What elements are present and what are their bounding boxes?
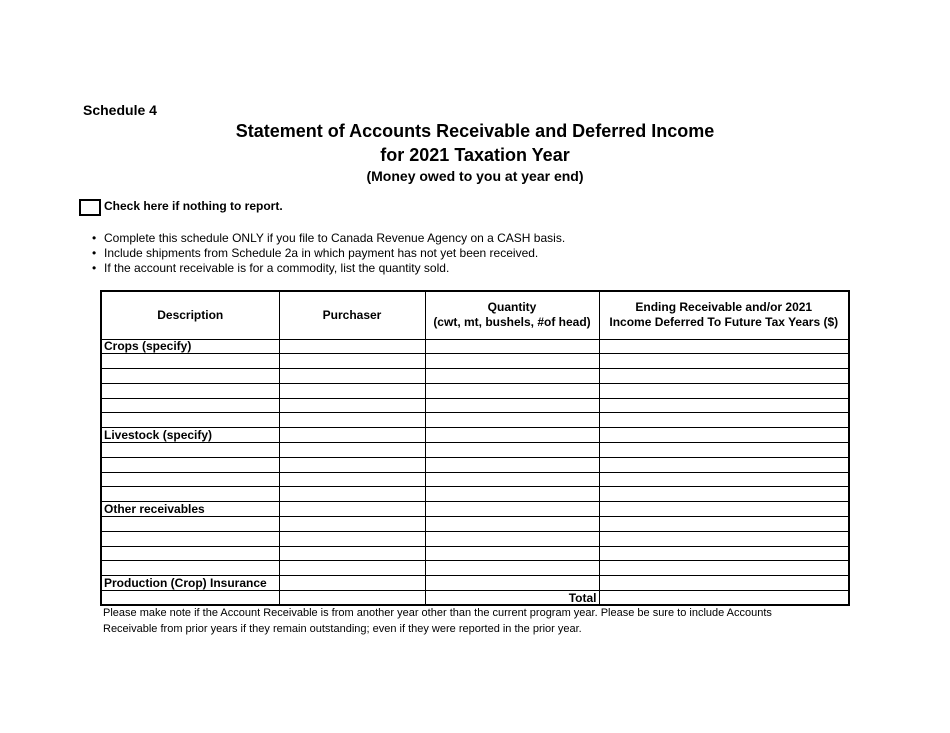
purchaser-cell[interactable] xyxy=(279,457,425,472)
table-row xyxy=(102,383,848,398)
quantity-cell[interactable] xyxy=(425,443,599,458)
amount-cell[interactable] xyxy=(599,413,848,428)
amount-cell[interactable] xyxy=(599,531,848,546)
table-row xyxy=(102,472,848,487)
purchaser-cell[interactable] xyxy=(279,576,425,591)
section-label-insurance: Production (Crop) Insurance xyxy=(102,576,279,591)
purchaser-cell[interactable] xyxy=(279,413,425,428)
section-row-other xyxy=(102,502,848,517)
total-amount-cell[interactable] xyxy=(599,591,848,606)
quantity-cell[interactable] xyxy=(425,369,599,384)
form-subtitle: (Money owed to you at year end) xyxy=(366,168,584,184)
amount-cell[interactable] xyxy=(599,487,848,502)
table-row xyxy=(102,413,848,428)
receivables-table-frame xyxy=(100,290,850,606)
description-cell[interactable] xyxy=(102,413,279,428)
purchaser-cell[interactable] xyxy=(279,517,425,532)
purchaser-cell[interactable] xyxy=(279,591,425,606)
purchaser-cell[interactable] xyxy=(279,398,425,413)
section-label-livestock: Livestock (specify) xyxy=(102,428,279,443)
schedule-label: Schedule 4 xyxy=(83,102,157,118)
description-cell[interactable] xyxy=(102,443,279,458)
quantity-cell[interactable] xyxy=(425,413,599,428)
amount-cell[interactable] xyxy=(599,428,848,443)
nothing-to-report-checkbox[interactable] xyxy=(79,199,101,216)
table-row xyxy=(102,443,848,458)
table-header-row xyxy=(102,292,848,339)
description-cell[interactable] xyxy=(102,517,279,532)
column-header-quantity: Quantity (cwt, mt, bushels, #of head) xyxy=(425,292,599,339)
table-row xyxy=(102,561,848,576)
quantity-cell[interactable] xyxy=(425,546,599,561)
column-header-purchaser: Purchaser xyxy=(279,292,425,339)
amount-cell[interactable] xyxy=(599,576,848,591)
amount-cell[interactable] xyxy=(599,398,848,413)
purchaser-cell[interactable] xyxy=(279,339,425,354)
nothing-to-report-label: Check here if nothing to report. xyxy=(104,198,283,213)
quantity-cell[interactable] xyxy=(425,428,599,443)
amount-cell[interactable] xyxy=(599,383,848,398)
description-cell[interactable] xyxy=(102,591,279,606)
purchaser-cell[interactable] xyxy=(279,546,425,561)
quantity-cell[interactable] xyxy=(425,339,599,354)
amount-cell[interactable] xyxy=(599,502,848,517)
purchaser-cell[interactable] xyxy=(279,531,425,546)
table-row xyxy=(102,457,848,472)
total-row xyxy=(102,591,848,606)
amount-cell[interactable] xyxy=(599,472,848,487)
purchaser-cell[interactable] xyxy=(279,428,425,443)
description-cell[interactable] xyxy=(102,561,279,576)
quantity-cell[interactable] xyxy=(425,502,599,517)
quantity-cell[interactable] xyxy=(425,576,599,591)
section-row-insurance xyxy=(102,576,848,591)
table-row xyxy=(102,354,848,369)
receivables-table xyxy=(102,292,848,605)
quantity-cell[interactable] xyxy=(425,457,599,472)
footnote-line: Receivable from prior years if they remain outstanding; even if they were reported in the prior year. xyxy=(103,623,582,635)
table-row xyxy=(102,398,848,413)
description-cell[interactable] xyxy=(102,457,279,472)
total-label: Total xyxy=(425,591,599,606)
description-cell[interactable] xyxy=(102,487,279,502)
purchaser-cell[interactable] xyxy=(279,487,425,502)
instruction-item: • If the account receivable is for a commodity, list the quantity sold. xyxy=(92,261,565,276)
purchaser-cell[interactable] xyxy=(279,369,425,384)
instruction-item: • Include shipments from Schedule 2a in which payment has not yet been received. xyxy=(92,246,565,261)
description-cell[interactable] xyxy=(102,354,279,369)
quantity-cell[interactable] xyxy=(425,517,599,532)
section-row-crops xyxy=(102,339,848,354)
amount-cell[interactable] xyxy=(599,546,848,561)
quantity-cell[interactable] xyxy=(425,531,599,546)
section-label-other: Other receivables xyxy=(102,502,279,517)
description-cell[interactable] xyxy=(102,531,279,546)
form-title-year: for 2021 Taxation Year xyxy=(380,145,570,165)
section-label-crops: Crops (specify) xyxy=(102,339,279,354)
footnote xyxy=(103,605,803,637)
amount-cell[interactable] xyxy=(599,369,848,384)
purchaser-cell[interactable] xyxy=(279,383,425,398)
purchaser-cell[interactable] xyxy=(279,561,425,576)
description-cell[interactable] xyxy=(102,369,279,384)
quantity-cell[interactable] xyxy=(425,383,599,398)
purchaser-cell[interactable] xyxy=(279,472,425,487)
quantity-cell[interactable] xyxy=(425,472,599,487)
instruction-item: • Complete this schedule ONLY if you file to Canada Revenue Agency on a CASH basis. xyxy=(92,231,565,246)
table-row xyxy=(102,531,848,546)
quantity-cell[interactable] xyxy=(425,398,599,413)
table-row xyxy=(102,487,848,502)
purchaser-cell[interactable] xyxy=(279,502,425,517)
form-title: Statement of Accounts Receivable and Deferred Income xyxy=(235,121,715,141)
amount-cell[interactable] xyxy=(599,354,848,369)
description-cell[interactable] xyxy=(102,383,279,398)
amount-cell[interactable] xyxy=(599,517,848,532)
quantity-cell[interactable] xyxy=(425,354,599,369)
amount-cell[interactable] xyxy=(599,443,848,458)
amount-cell[interactable] xyxy=(599,561,848,576)
quantity-cell[interactable] xyxy=(425,487,599,502)
table-row xyxy=(102,546,848,561)
description-cell[interactable] xyxy=(102,472,279,487)
footnote-line: Please make note if the Account Receivable is from another year other than the current program year. Please be sure to include Accounts xyxy=(103,607,772,619)
table-row xyxy=(102,369,848,384)
purchaser-cell[interactable] xyxy=(279,354,425,369)
purchaser-cell[interactable] xyxy=(279,443,425,458)
column-header-ending-receivable: Ending Receivable and/or 2021 Income Deferred To Future Tax Years ($) xyxy=(599,292,848,339)
instructions-list xyxy=(92,231,565,276)
section-row-livestock xyxy=(102,428,848,443)
description-cell[interactable] xyxy=(102,546,279,561)
nothing-to-report-row xyxy=(79,199,283,216)
quantity-cell[interactable] xyxy=(425,561,599,576)
description-cell[interactable] xyxy=(102,398,279,413)
amount-cell[interactable] xyxy=(599,339,848,354)
table-row xyxy=(102,517,848,532)
column-header-description: Description xyxy=(102,292,279,339)
amount-cell[interactable] xyxy=(599,457,848,472)
